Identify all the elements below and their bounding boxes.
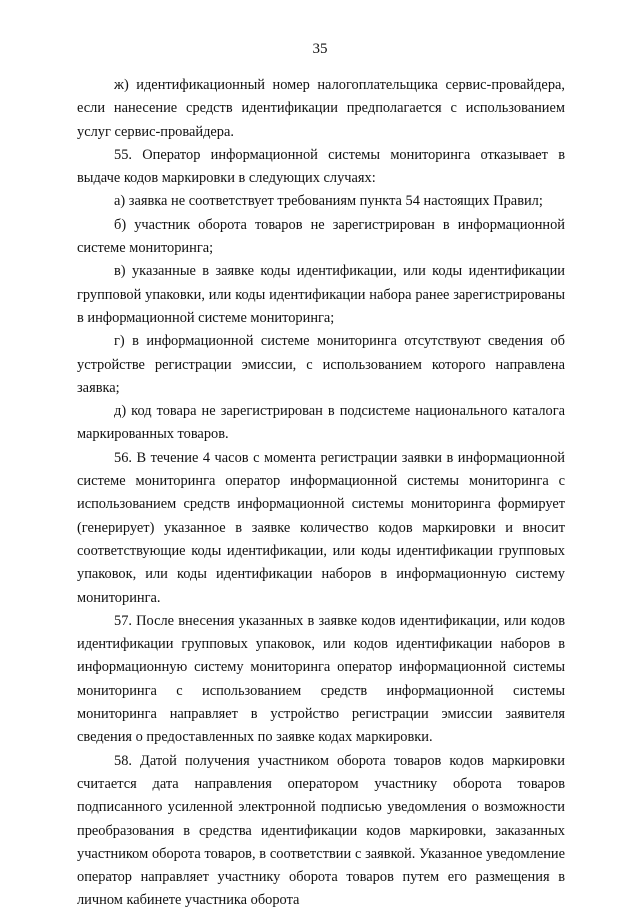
paragraph-item-v: в) указанные в заявке коды идентификации, или коды идентификации групповой упаковки, или коды идентификации набора ранее зарегистрированы в информационной системе мониторинга; xyxy=(77,263,565,326)
paragraph-item-a: а) заявка не соответствует требованиям пункта 54 настоящих Правил; xyxy=(114,193,543,210)
paragraph-item-g: г) в информационной системе мониторинга отсутствуют сведения об устройстве регистрации эмиссии, с использованием которого направлена заявка; xyxy=(77,333,565,396)
paragraph-55: 55. Оператор информационной системы мониторинга отказывает в выдаче кодов маркировки в следующих случаях: xyxy=(77,146,565,187)
paragraph-56: 56. В течение 4 часов с момента регистрации заявки в информационной системе мониторинга оператор информационной системы мониторинга с использованием средств информационной системы мониторинга формирует (генерирует) указанное в заявке количество кодов маркировки и вносит соответствующие коды идентификации, или коды идентификации групповых упаковок, или коды идентификации наборов в информационную систему мониторинга. xyxy=(77,449,565,606)
paragraph-57: 57. После внесения указанных в заявке кодов идентификации, или кодов идентификации групповых упаковок, или кодов идентификации наборов в информационную систему мониторинга оператор информационной системы мониторинга с использованием средств информационной системы мониторинга направляет в устройство регистрации эмиссии заявителя сведения о предоставленных по заявке кодах маркировки. xyxy=(77,612,565,746)
document-body xyxy=(77,74,565,913)
paragraph-item-b: б) участник оборота товаров не зарегистрирован в информационной системе мониторинга; xyxy=(77,216,565,257)
paragraph-item-d: д) код товара не зарегистрирован в подсистеме национального каталога маркированных товаров. xyxy=(77,403,565,443)
page-number: 35 xyxy=(312,41,328,57)
paragraph-item-zh: ж) идентификационный номер налогоплательщика сервис-провайдера, если нанесение средств идентификации предполагается с использованием услуг сервис-провайдера. xyxy=(77,77,565,140)
paragraph-58: 58. Датой получения участником оборота товаров кодов маркировки считается дата направления оператором участнику оборота товаров подписанного усиленной электронной подписью уведомления о возможности преобразования в средства идентификации кодов маркировки, заказанных участником оборота товаров, в соответствии с заявкой. Указанное уведомление оператор направляет участнику оборота товаров путем его размещения в личном кабинете участника оборота xyxy=(77,752,565,909)
